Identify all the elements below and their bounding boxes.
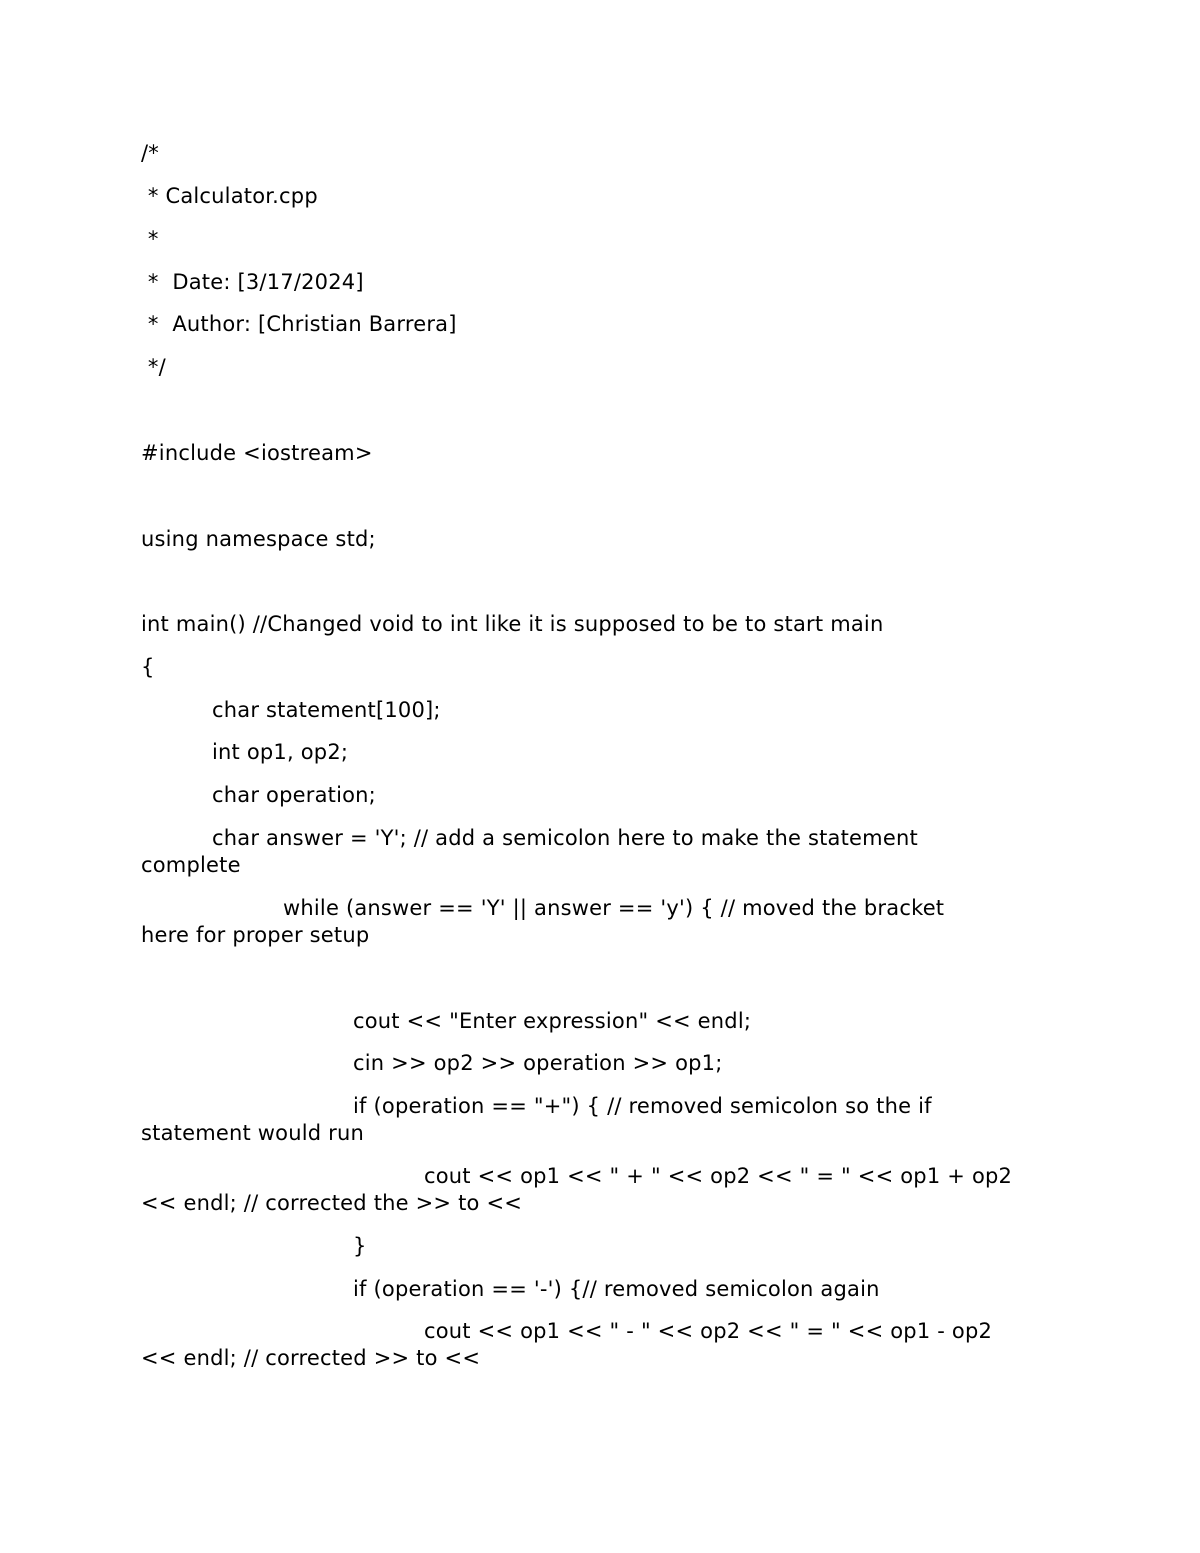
code-line-statement-decl: char statement[100]; (212, 698, 441, 722)
code-line-while: while (answer == 'Y' || answer == 'y') { // moved the bracket (283, 896, 945, 920)
code-line-comment-close: */ (141, 355, 166, 379)
code-line-operation-decl: char operation; (212, 783, 376, 807)
code-line-comment-blank: * (141, 227, 159, 251)
code-line-date: * Date: [3/17/2024] (141, 270, 364, 294)
code-line-answer-decl-wrap: complete (141, 853, 241, 877)
code-line-filename: * Calculator.cpp (141, 184, 318, 208)
code-line-if-plus-wrap: statement would run (141, 1121, 365, 1145)
code-line-cout-prompt: cout << "Enter expression" << endl; (353, 1009, 752, 1033)
code-line-while-wrap: here for proper setup (141, 923, 370, 947)
code-line-if-minus: if (operation == '-') {// removed semicolon again (353, 1277, 880, 1301)
code-line-comment-open: /* (141, 141, 159, 165)
code-line-brace-open: { (141, 655, 155, 679)
code-line-answer-decl: char answer = 'Y'; // add a semicolon here to make the statement (212, 826, 918, 850)
code-line-op-decl: int op1, op2; (212, 740, 349, 764)
code-line-namespace: using namespace std; (141, 527, 376, 551)
code-line-if-plus: if (operation == "+") { // removed semicolon so the if (353, 1094, 932, 1118)
code-line-brace-close: } (353, 1234, 367, 1258)
code-line-author: * Author: [Christian Barrera] (141, 312, 457, 336)
code-line-cout-minus-wrap: << endl; // corrected >> to << (141, 1346, 481, 1370)
code-line-cout-minus: cout << op1 << " - " << op2 << " = " << op1 - op2 (424, 1319, 993, 1343)
code-line-main: int main() //Changed void to int like it is supposed to be to start main (141, 612, 884, 636)
code-line-cout-plus: cout << op1 << " + " << op2 << " = " << op1 + op2 (424, 1164, 1013, 1188)
code-line-include: #include <iostream> (141, 441, 373, 465)
code-line-cin: cin >> op2 >> operation >> op1; (353, 1051, 723, 1075)
code-line-cout-plus-wrap: << endl; // corrected the >> to << (141, 1191, 523, 1215)
